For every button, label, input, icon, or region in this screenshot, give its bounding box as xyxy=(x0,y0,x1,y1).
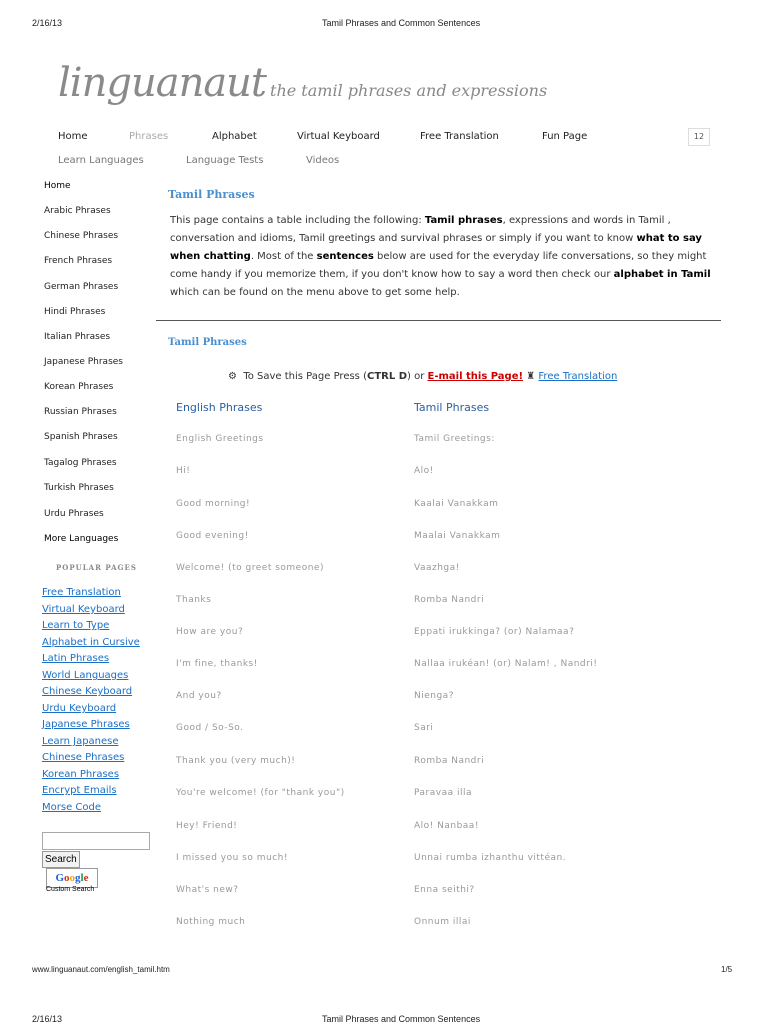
english-cell: What's new? xyxy=(176,885,239,895)
nav-fun-page[interactable]: Fun Page xyxy=(542,131,588,142)
popular-link[interactable]: Learn to Type xyxy=(42,620,110,631)
english-cell: Hi! xyxy=(176,466,191,476)
english-cell: Good morning! xyxy=(176,499,251,509)
print-date: 2/16/13 xyxy=(32,1014,63,1024)
print-date: 2/16/13 xyxy=(32,18,63,28)
popular-link[interactable]: Encrypt Emails xyxy=(42,785,117,796)
print-title: Tamil Phrases and Common Sentences xyxy=(322,18,481,28)
popular-link[interactable]: Latin Phrases xyxy=(42,653,110,664)
popular-link[interactable]: Chinese Phrases xyxy=(42,752,125,763)
email-page-link[interactable]: E-mail this Page! xyxy=(427,371,524,382)
tamil-cell: Alo! Nanbaa! xyxy=(414,821,479,831)
share-counter: 12 xyxy=(688,128,710,146)
tamil-cell: Vaazhga! xyxy=(414,563,460,573)
section-heading: Tamil Phrases xyxy=(168,337,247,348)
tamil-cell: Eppati irukkinga? (or) Nalamaa? xyxy=(414,627,575,637)
print-page-number: 1/5 xyxy=(721,965,733,974)
sidebar-item[interactable]: Turkish Phrases xyxy=(44,483,114,493)
logo-brand: linguanaut xyxy=(58,60,267,106)
tamil-cell: Unnai rumba izhanthu vittéan. xyxy=(414,853,567,863)
tamil-cell: Onnum illai xyxy=(414,917,471,927)
free-translation-link[interactable]: Free Translation xyxy=(538,371,618,382)
nav-alphabet[interactable]: Alphabet xyxy=(212,131,257,142)
english-cell: And you? xyxy=(176,691,222,701)
sidebar-item[interactable]: Italian Phrases xyxy=(44,332,111,342)
english-cell: I'm fine, thanks! xyxy=(176,659,258,669)
english-cell: I missed you so much! xyxy=(176,853,288,863)
english-cell: How are you? xyxy=(176,627,244,637)
tamil-cell: Sari xyxy=(414,723,434,733)
english-cell: Welcome! (to greet someone) xyxy=(176,563,324,573)
column-header-english: English Phrases xyxy=(176,401,263,414)
english-cell: English Greetings xyxy=(176,434,264,444)
popular-link[interactable]: Korean Phrases xyxy=(42,769,120,780)
nav-videos[interactable]: Videos xyxy=(306,155,340,166)
tamil-cell: Enna seithi? xyxy=(414,885,475,895)
sidebar-item[interactable]: Russian Phrases xyxy=(44,407,117,417)
english-cell: Nothing much xyxy=(176,917,246,927)
tamil-cell: Alo! xyxy=(414,466,434,476)
tamil-cell: Kaalai Vanakkam xyxy=(414,499,499,509)
english-cell: Good / So-So. xyxy=(176,723,244,733)
logo-tagline: the tamil phrases and expressions xyxy=(270,81,548,100)
intro-paragraph: This page contains a table including the following: Tamil phrases, expressions and words in Tamil , conversation and idioms, Tamil greetings and survival phrases or simply if you want to know what to say when chatting. Most of the sentences below are used for the everyday life conversations, so they might come handy if you memorize them, if you don't know how to say a word then check our alphabet in Tamil which can be found on the menu above to get some help. xyxy=(170,215,711,298)
sidebar-item[interactable]: Tagalog Phrases xyxy=(44,458,117,468)
sidebar-item[interactable]: Home xyxy=(44,181,71,191)
page-heading: Tamil Phrases xyxy=(168,188,255,201)
popular-link[interactable]: Urdu Keyboard xyxy=(42,703,117,714)
gear-icon: ⚙ xyxy=(228,371,237,382)
search-input[interactable] xyxy=(42,832,150,850)
popular-link[interactable]: World Languages xyxy=(42,670,129,681)
custom-search-label: Custom Search xyxy=(46,886,95,893)
popular-link[interactable]: Morse Code xyxy=(42,802,101,813)
sidebar-item[interactable]: German Phrases xyxy=(44,282,119,292)
popular-link[interactable]: Free Translation xyxy=(42,587,121,598)
nav-virtual-keyboard[interactable]: Virtual Keyboard xyxy=(297,131,380,142)
tamil-cell: Maalai Vanakkam xyxy=(414,531,501,541)
english-cell: Thanks xyxy=(176,595,212,605)
popular-link[interactable]: Japanese Phrases xyxy=(42,719,130,730)
print-title: Tamil Phrases and Common Sentences xyxy=(322,1014,481,1024)
nav-learn-languages[interactable]: Learn Languages xyxy=(58,155,144,166)
column-header-tamil: Tamil Phrases xyxy=(414,401,490,414)
popular-link[interactable]: Alphabet in Cursive xyxy=(42,637,140,648)
nav-language-tests[interactable]: Language Tests xyxy=(186,155,264,166)
english-cell: Hey! Friend! xyxy=(176,821,238,831)
sidebar-item[interactable]: Urdu Phrases xyxy=(44,509,104,519)
nav-free-translation[interactable]: Free Translation xyxy=(420,131,499,142)
search-button[interactable]: Search xyxy=(42,851,80,868)
google-logo: Google xyxy=(46,868,98,888)
english-cell: Thank you (very much)! xyxy=(176,756,296,766)
english-cell: Good evening! xyxy=(176,531,249,541)
sidebar-item[interactable]: Spanish Phrases xyxy=(44,432,118,442)
popular-pages-title: POPULAR PAGES xyxy=(56,563,137,572)
sidebar-item[interactable]: Arabic Phrases xyxy=(44,206,111,216)
english-cell: You're welcome! (for "thank you") xyxy=(176,788,345,798)
tamil-cell: Tamil Greetings: xyxy=(414,434,495,444)
nav-home[interactable]: Home xyxy=(58,131,88,142)
nav-phrases[interactable]: Phrases xyxy=(129,131,169,142)
popular-link[interactable]: Chinese Keyboard xyxy=(42,686,133,697)
translate-icon: ♜ xyxy=(526,371,536,382)
tamil-cell: Paravaa illa xyxy=(414,788,472,798)
sidebar-item[interactable]: Chinese Phrases xyxy=(44,231,119,241)
tamil-cell: Romba Nandri xyxy=(414,756,485,766)
divider xyxy=(156,320,721,321)
tamil-cell: Romba Nandri xyxy=(414,595,485,605)
sidebar-item[interactable]: Hindi Phrases xyxy=(44,307,106,317)
sidebar-item[interactable]: French Phrases xyxy=(44,256,113,266)
popular-link[interactable]: Learn Japanese xyxy=(42,736,119,747)
tamil-cell: Nallaa irukéan! (or) Nalam! , Nandri! xyxy=(414,659,598,669)
sidebar-item-more-languages[interactable]: More Languages xyxy=(44,534,119,544)
print-url: www.linguanaut.com/english_tamil.htm xyxy=(32,965,170,974)
tamil-cell: Nienga? xyxy=(414,691,454,701)
site-logo[interactable] xyxy=(58,60,547,106)
sidebar-item[interactable]: Korean Phrases xyxy=(44,382,114,392)
popular-link[interactable]: Virtual Keyboard xyxy=(42,604,125,615)
sidebar-item[interactable]: Japanese Phrases xyxy=(44,357,123,367)
save-page-line: ⚙ To Save this Page Press (CTRL D) or E-mail this Page! ♜ Free Translation xyxy=(228,371,618,382)
